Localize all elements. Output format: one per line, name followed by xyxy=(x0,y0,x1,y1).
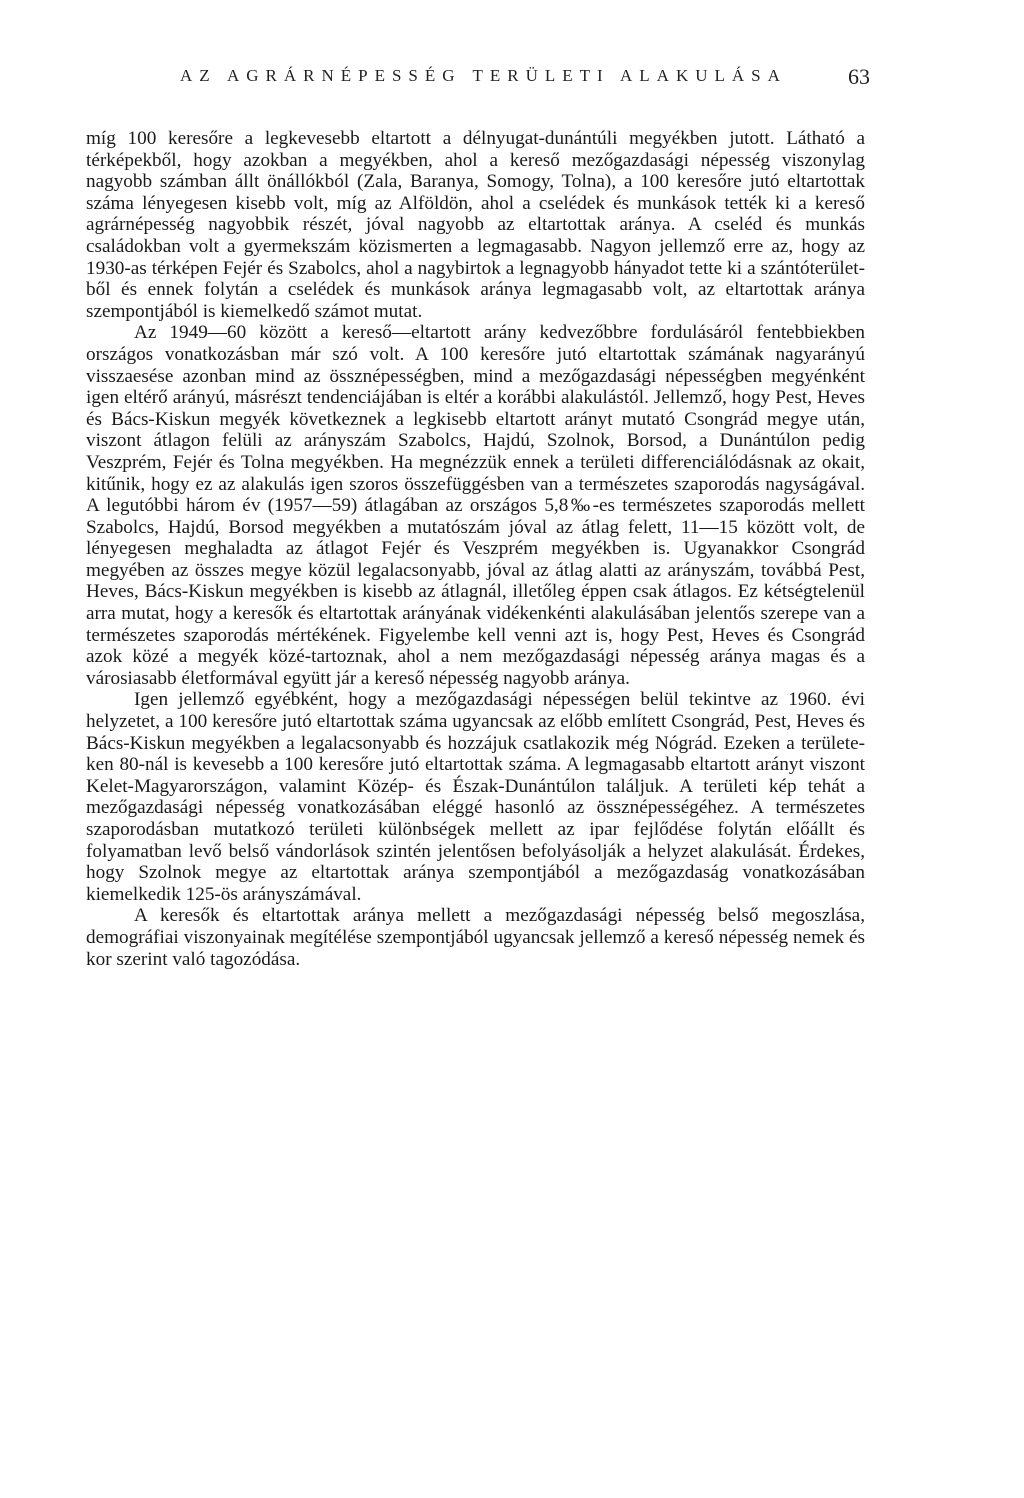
paragraph: A keresők és eltartottak aránya mellett a mezőgazdasági népesség belső megoszlása, demográfiai viszonyainak megítélése szempontjából ugyancsak jellemző a kereső népesség nemek és kor szerint való tagozódása. xyxy=(86,905,865,970)
paragraph: Az 1949—60 között a kereső—eltartott arány kedvezőbbre fordulásáról fentebbiekben országos vonatkozásban már szó volt. A 100 keresőre jutó eltartottak számának nagyarányú visszaesése azonban mind az össznépességben, mind a mezőgazdasági népességben megyénként igen eltérő arányú, másrészt tendenciájában is eltér a korábbi alakulástól. Jellemző, hogy Pest, Heves és Bács-Kiskun megyék következnek a legkisebb eltartott arányt mutató Csongrád megye után, viszont átlagon felüli az arányszám Szabolcs, Hajdú, Szolnok, Borsod, a Dunántúlon pedig Veszprém, Fejér és Tolna megyékben. Ha megnézzük ennek a területi differenciálódásnak az okait, kitűnik, hogy ez az alakulás igen szoros összefüggésben van a természetes szaporodás nagyságával. A legutóbbi három év (1957—59) átlagában az országos 5,8‰-es természetes szaporodás mellett Szabolcs, Hajdú, Borsod megyékben a mutatószám jóval az átlag felett, 11—15 között volt, de lényegesen meghaladta az átlagot Fejér és Veszprém megyékben is. Ugyanakkor Csongrád megyében az összes megye közül legalacsonyabb, jóval az átlag alatti az arányszám, továbbá Pest, Heves, Bács-Kiskun megyékben is kisebb az átlagnál, illetőleg éppen csak átlagos. Ez kétségtelenül arra mutat, hogy a keresők és eltartottak arányának vidékenkénti alakulásában jelentős szerepe van a természetes szaporodás mértékének. Figyelembe kell venni azt is, hogy Pest, Heves és Csongrád azok közé a megyék közé-tartoznak, ahol a nem mezőgazdasági népesség aránya magas és a városiasabb életformával együtt jár a kereső népesség nagyobb aránya. xyxy=(86,322,865,689)
body-text xyxy=(86,128,865,970)
running-head: AZ AGRÁRNÉPESSÉG TERÜLETI ALAKULÁSA xyxy=(180,66,787,85)
paragraph: Igen jellemző egyébként, hogy a mezőgazdasági népességen belül tekintve az 1960. évi helyzetet, a 100 keresőre jutó eltartottak száma ugyancsak az előbb említett Csongrád, Pest, Heves és Bács-Kiskun megyékben a legalacsonyabb és hozzájuk csatlakozik még Nógrád. Ezeken a területeken 80-nál is kevesebb a 100 keresőre jutó eltartottak száma. A legmagasabb eltartott arányt viszont Kelet-Magyarországon, valamint Közép- és Észak-Dunántúlon találjuk. A területi kép tehát a mezőgazdasági népesség vonatkozásában eléggé hasonló az össznépességéhez. A természetes szaporodásban mutatkozó területi különbségek mellett az ipar fejlődése folytán előállt és folyamatban levő belső vándorlások szintén jelentősen befolyásolják a helyzet alakulását. Érdekes, hogy Szolnok megye az eltartottak aránya szempontjából a mezőgazdaság vonatkozásában kiemelkedik 125-ös arányszámával. xyxy=(86,689,865,905)
page-header xyxy=(80,64,870,92)
paragraph: míg 100 keresőre a legkevesebb eltartott a délnyugat-dunántúli megyékben jutott. Látható a térképekből, hogy azokban a megyékben, ahol a kereső mezőgazdasági népesség viszonylag nagyobb számban állt önállókból (Zala, Baranya, Somogy, Tolna), a 100 keresőre jutó eltartottak száma lényegesen kisebb volt, míg az Alföldön, ahol a cselédek és munkások tették ki a kereső agrárnépesség nagyobbik részét, jóval nagyobb az eltartottak aránya. A cseléd és munkás családokban volt a gyermekszám közismerten a legmagasabb. Nagyon jellemző erre az, hogy az 1930-as térképen Fejér és Szabolcs, ahol a nagybirtok a legnagyobb hányadot tette ki a szántóterületből és ennek folytán a cselédek és munkások aránya legmagasabb volt, az eltartottak aránya szempontjából is kiemelkedő számot mutat. xyxy=(86,128,865,322)
page-number: 63 xyxy=(848,64,870,89)
